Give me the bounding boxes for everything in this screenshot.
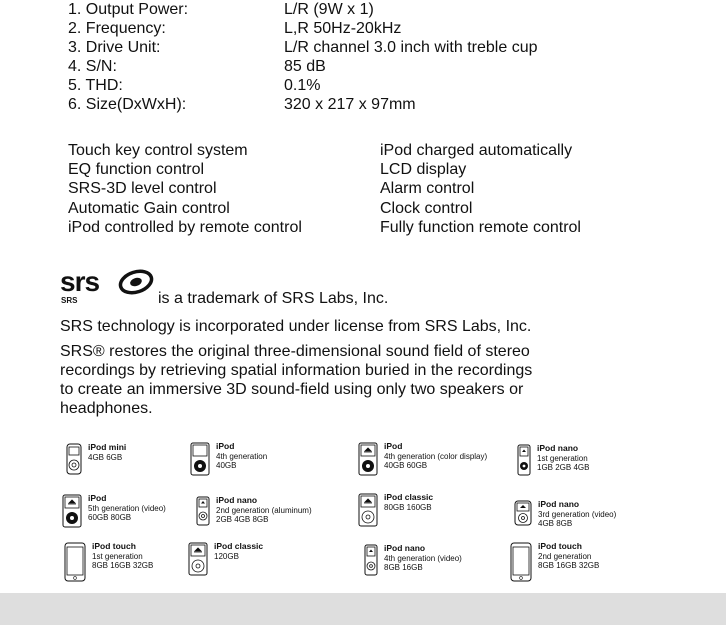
spec-value: L,R 50Hz-20kHz [284,20,402,37]
spec-row [68,38,668,57]
spec-row [68,76,668,95]
ipod-model-item [358,493,433,527]
feature-item: Automatic Gain control [68,199,230,217]
spec-value: 85 dB [284,58,326,75]
ipod-model-text [384,493,433,512]
ipod-model-name: iPod nano [384,543,426,553]
ipod-model-detail: 4th generation (color display) [384,451,488,461]
feature-column-right [380,141,581,237]
ipod-model-detail: 5th generation (video) [88,503,166,513]
ipod-model-text [538,500,616,529]
srs-logo [60,267,154,305]
ipod-model-text [92,542,153,571]
feature-item: iPod controlled by remote control [68,218,302,236]
ipod-model-detail: 40GB [216,461,237,470]
ipod-model-text [216,442,267,471]
feature-item: LCD display [380,161,467,179]
ipod-model-item [190,442,267,476]
ipod-model-text [537,444,589,473]
ipod-model-detail: 80GB 160GB [384,502,432,512]
spec-row [68,0,668,19]
spec-label: 1. Output Power: [68,1,189,18]
ipod-model-detail: 120GB [214,551,239,561]
feature-column-left [68,141,302,237]
ipod-model-text [88,494,166,523]
ipod-model-name: iPod [384,441,403,451]
ipod-mini-icon [66,443,82,475]
ipod-model-detail: 2GB 4GB 8GB [216,515,269,524]
ipod-nano-3rd-icon [514,500,532,526]
ipod-model-name: iPod [88,493,107,503]
ipod-model-item [188,542,263,576]
ipod-compatibility-grid [0,440,726,590]
ipod-model-name: iPod classic [384,492,434,502]
ipod-model-name: iPod touch [92,541,136,551]
ipod-model-name: iPod touch [538,541,582,551]
ipod-model-detail: 2nd generation (aluminum) [216,505,312,515]
ipod-model-item [62,494,166,528]
feature-item: Alarm control [380,180,475,198]
srs-logo-subtext: SRS [61,296,78,305]
ipod-model-item [517,444,589,476]
srs-logo-wordmark: srs [60,267,100,297]
ipod-model-item [358,442,487,476]
ipod-model-name: iPod nano [537,443,579,453]
ipod-nano-2nd-icon [196,496,210,526]
ipod-model-text [214,542,263,561]
ipod-model-detail: 4GB 6GB [88,452,123,462]
footer-bar [0,593,726,625]
srs-description-line: headphones. [60,400,153,417]
ipod-model-text [538,542,599,571]
ipod-model-detail: 4th generation (video) [384,553,462,563]
ipod-model-text [216,496,312,525]
ipod-5th-gen-video-icon [62,494,82,528]
ipod-4th-gen-icon [190,442,210,476]
ipod-model-item [364,544,462,576]
srs-trademark-text: is a trademark of SRS Labs, Inc. [158,290,389,307]
ipod-model-detail: 1st generation [92,551,143,561]
ipod-model-detail: 8GB 16GB 32GB [92,561,154,570]
ipod-touch-2nd-icon [510,542,532,582]
ipod-model-name: iPod nano [216,495,258,505]
ipod-model-detail: 4th generation [216,451,268,461]
ipod-model-name: iPod [216,441,235,451]
ipod-color-display-icon [358,442,378,476]
ipod-model-item [510,542,599,582]
spec-label: 3. Drive Unit: [68,39,161,56]
ipod-model-detail: 4GB 8GB [538,519,573,528]
spec-value: 0.1% [284,77,321,94]
spec-value: L/R (9W x 1) [284,1,374,18]
ipod-model-detail: 40GB 60GB [384,461,428,470]
ipod-model-text [88,443,126,462]
ipod-model-detail: 60GB 80GB [88,513,132,522]
srs-description-line: recordings by retrieving spatial information buried in the recordings [60,362,533,379]
spec-label: 5. THD: [68,77,123,94]
spec-label: 2. Frequency: [68,20,166,37]
ipod-touch-1st-icon [64,542,86,582]
feature-item: SRS-3D level control [68,180,217,198]
ipod-model-detail: 8GB 16GB 32GB [538,561,600,570]
spec-value: 320 x 217 x 97mm [284,96,416,113]
ipod-classic-120-icon [188,542,208,576]
spec-row [68,57,668,76]
ipod-nano-1st-icon [517,444,531,476]
spec-value: L/R channel 3.0 inch with treble cup [284,39,538,56]
feature-item: EQ function control [68,161,205,179]
ipod-model-item [66,443,126,475]
ipod-model-detail: 3rd generation (video) [538,509,617,519]
ipod-model-detail: 8GB 16GB [384,563,423,572]
ipod-model-name: iPod classic [214,541,264,551]
srs-description [60,342,532,418]
ipod-model-item [514,500,616,529]
ipod-model-name: iPod nano [538,499,580,509]
srs-logo-graphic [60,267,154,305]
feature-item: iPod charged automatically [380,142,573,159]
srs-description-line: SRS® restores the original three-dimensional sound field of stereo [60,343,530,360]
spec-label: 6. Size(DxWxH): [68,96,187,113]
ipod-classic-icon [358,493,378,527]
spec-row [68,19,668,38]
spec-label: 4. S/N: [68,58,117,75]
srs-description-line: to create an immersive 3D sound-field using only two speakers or [60,381,524,398]
feature-item: Fully function remote control [380,218,581,236]
ipod-model-text [384,442,487,471]
ipod-model-detail: 2nd generation [538,551,592,561]
feature-item: Touch key control system [68,142,248,159]
ipod-model-detail: 1GB 2GB 4GB [537,463,590,472]
ipod-model-item [196,496,312,526]
feature-item: Clock control [380,199,473,217]
srs-license-text: SRS technology is incorporated under license from SRS Labs, Inc. [60,318,532,335]
ipod-model-detail: 1st generation [537,453,588,463]
ipod-model-item [64,542,153,582]
ipod-model-text [384,544,462,573]
ipod-nano-4th-icon [364,544,378,576]
spec-row [68,95,668,114]
ipod-model-name: iPod mini [88,442,127,452]
